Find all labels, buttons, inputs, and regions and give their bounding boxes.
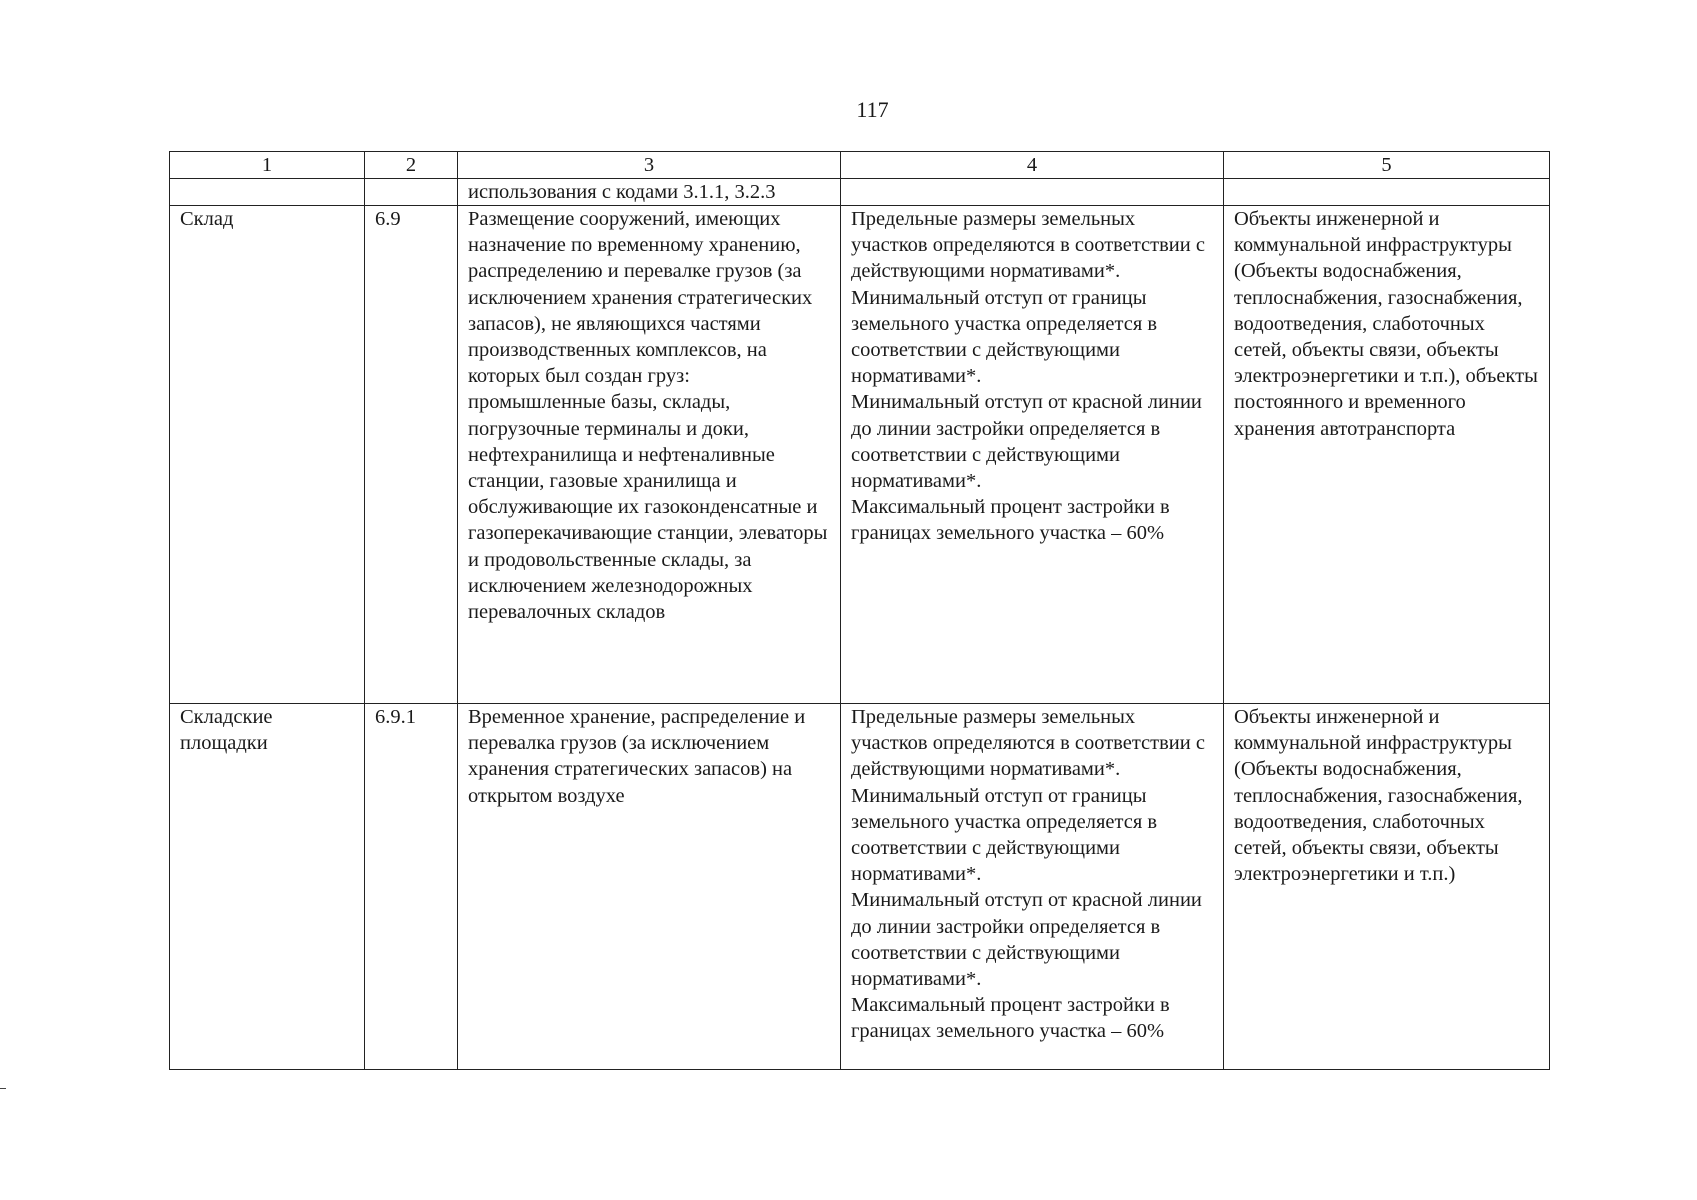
continuation-cell-5 (1224, 179, 1550, 206)
table-row (170, 704, 1550, 1070)
table-row (170, 206, 1550, 704)
continuation-cell-1 (170, 179, 365, 206)
scan-edge-mark (0, 1088, 6, 1089)
land-use-description: Размещение сооружений, имеющих назначение по временному хранению, распределению и перевалке грузов (за исключением хранения стратегических запасов), не являющихся частями производственных комплексов, на которых был создан груз: промышленные базы, склады, погрузочные терминалы и доки, нефтехранилища и нефтеналивные станции, газовые хранилища и обслуживающие их газоконденсатные и газоперекачивающие станции, элеваторы и продовольственные склады, за исключением железнодорожных перевалочных складов (458, 206, 841, 704)
page-number: 117 (856, 97, 889, 122)
column-number-4: 4 (841, 152, 1224, 179)
land-use-description: Временное хранение, распределение и перевалка грузов (за исключением хранения стратегических запасов) на открытом воздухе (458, 704, 841, 1070)
auxiliary-uses: Объекты инженерной и коммунальной инфраструктуры (Объекты водоснабжения, теплоснабжения, газоснабжения, водоотведения, слаботочных сетей, объекты связи, объекты электроэнергетики и т.п.) (1224, 704, 1550, 1070)
continuation-cell-2 (365, 179, 458, 206)
land-use-parameters: Предельные размеры земельных участков определяются в соответствии с действующими нормативами*. Минимальный отступ от границы земельного участка определяется в соответствии с действующими нормативами*. Минимальный отступ от красной линии до линии застройки определяется в соответствии с действующими нормативами*. Максимальный процент застройки в границах земельного участка – 60% (841, 704, 1224, 1070)
land-use-name: Складские площадки (170, 704, 365, 1070)
land-use-parameters: Предельные размеры земельных участков определяются в соответствии с действующими нормативами*. Минимальный отступ от границы земельного участка определяется в соответствии с действующими нормативами*. Минимальный отступ от красной линии до линии застройки определяется в соответствии с действующими нормативами*. Максимальный процент застройки в границах земельного участка – 60% (841, 206, 1224, 704)
land-use-name: Склад (170, 206, 365, 704)
land-use-code: 6.9 (365, 206, 458, 704)
land-use-table (169, 151, 1550, 1070)
column-number-2: 2 (365, 152, 458, 179)
land-use-code: 6.9.1 (365, 704, 458, 1070)
continuation-cell-4 (841, 179, 1224, 206)
column-number-3: 3 (458, 152, 841, 179)
continuation-cell-3: использования с кодами 3.1.1, 3.2.3 (458, 179, 841, 206)
continuation-row (170, 179, 1550, 206)
auxiliary-uses: Объекты инженерной и коммунальной инфраструктуры (Объекты водоснабжения, теплоснабжения, газоснабжения, водоотведения, слаботочных сетей, объекты связи, объекты электроэнергетики и т.п.), объекты постоянного и временного хранения автотранспорта (1224, 206, 1550, 704)
column-number-5: 5 (1224, 152, 1550, 179)
table-header-row (170, 152, 1550, 179)
column-number-1: 1 (170, 152, 365, 179)
